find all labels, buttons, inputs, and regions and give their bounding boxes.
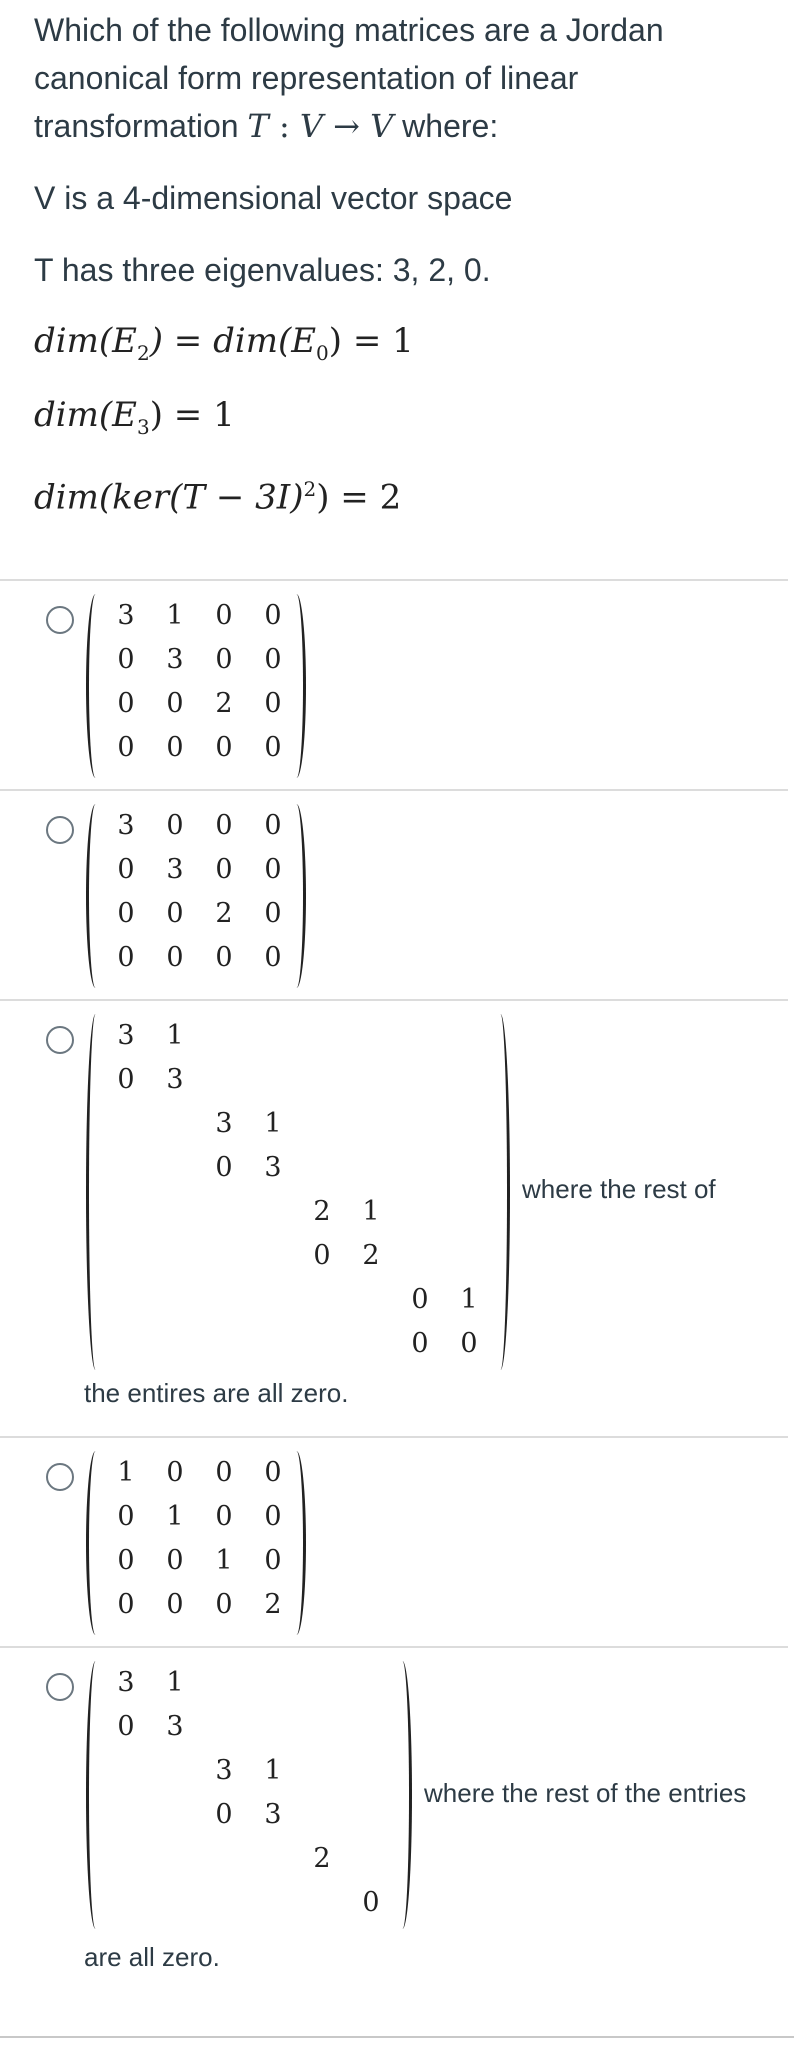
matrix-cell: 0 bbox=[166, 1457, 184, 1488]
matrix-cell: 1 bbox=[166, 1020, 184, 1051]
matrix-cell: 2 bbox=[313, 1196, 331, 1227]
condition-2-b: ) = 1 bbox=[149, 395, 235, 435]
matrix-cell: 0 bbox=[411, 1284, 429, 1315]
option-3-matrix bbox=[86, 1014, 510, 1370]
matrix-cell: 0 bbox=[215, 732, 233, 763]
matrix-cell: 1 bbox=[264, 1108, 282, 1139]
matrix-cell: 0 bbox=[117, 644, 135, 675]
matrix-cell: 0 bbox=[215, 644, 233, 675]
left-paren bbox=[86, 594, 105, 778]
condition-3-b: ) = 2 bbox=[316, 477, 402, 518]
matrix-cell: 0 bbox=[117, 1711, 135, 1742]
matrix-cell: 1 bbox=[264, 1755, 282, 1786]
option-5-radio[interactable] bbox=[46, 1673, 74, 1701]
matrix-cell: 0 bbox=[264, 810, 282, 841]
matrix-cell: 0 bbox=[117, 854, 135, 885]
option-separator bbox=[0, 579, 788, 581]
option-5-matrix bbox=[86, 1661, 412, 1929]
condition-1-b-sub: 0 bbox=[316, 340, 329, 365]
matrix-cell: 0 bbox=[117, 1545, 135, 1576]
eigenvalues-text: T has three eigenvalues: 3, 2, 0. bbox=[34, 252, 491, 288]
matrix-cell: 0 bbox=[264, 854, 282, 885]
matrix-cell: 0 bbox=[264, 732, 282, 763]
matrix-cell: 0 bbox=[117, 688, 135, 719]
matrix-cell: 2 bbox=[362, 1240, 380, 1271]
matrix-cell: 0 bbox=[264, 688, 282, 719]
matrix-cell: 0 bbox=[460, 1328, 478, 1359]
matrix-cell: 0 bbox=[264, 898, 282, 929]
matrix-cell: 2 bbox=[264, 1589, 282, 1620]
question-line-2: canonical form representation of linear bbox=[34, 60, 579, 96]
matrix-cell: 0 bbox=[166, 898, 184, 929]
v-symbol-2: V bbox=[370, 107, 394, 145]
option-4-radio[interactable] bbox=[46, 1463, 74, 1491]
option-separator bbox=[0, 1436, 788, 1438]
vector-space-text: V is a 4-dimensional vector space bbox=[34, 180, 513, 216]
matrix-cell: 1 bbox=[166, 1501, 184, 1532]
matrix-cell: 1 bbox=[362, 1196, 380, 1227]
matrix-cell: 0 bbox=[215, 810, 233, 841]
matrix-cell: 3 bbox=[166, 1064, 184, 1095]
option-3-note-right: where the rest of bbox=[522, 1174, 716, 1204]
matrix-cell: 0 bbox=[215, 1457, 233, 1488]
matrix-cell: 0 bbox=[264, 644, 282, 675]
matrix-cell: 1 bbox=[460, 1284, 478, 1315]
matrix-cell: 0 bbox=[166, 942, 184, 973]
left-paren bbox=[86, 1661, 105, 1929]
question bbox=[34, 0, 774, 516]
matrix-cell: 0 bbox=[313, 1240, 331, 1271]
matrix-cell: 1 bbox=[166, 1667, 184, 1698]
matrix-cell: 1 bbox=[166, 600, 184, 631]
condition-2-a-sub: 3 bbox=[136, 414, 150, 439]
matrix-cell: 0 bbox=[166, 810, 184, 841]
matrix-cell: 0 bbox=[117, 732, 135, 763]
matrix-cell: 0 bbox=[166, 1589, 184, 1620]
condition-1-a: dim(E bbox=[34, 321, 137, 361]
option-separator bbox=[0, 789, 788, 791]
matrix-cell: 1 bbox=[215, 1545, 233, 1576]
matrix-cell: 0 bbox=[117, 1589, 135, 1620]
option-2-matrix bbox=[86, 804, 306, 988]
matrix-cell: 0 bbox=[215, 600, 233, 631]
option-1-matrix bbox=[86, 594, 306, 778]
t-symbol: T bbox=[247, 107, 269, 145]
matrix-cell: 0 bbox=[117, 1501, 135, 1532]
right-paren bbox=[491, 1014, 510, 1370]
matrix-cell: 3 bbox=[215, 1755, 233, 1786]
bottom-divider bbox=[0, 2036, 794, 2038]
matrix-cell: 0 bbox=[264, 1501, 282, 1532]
condition-3-sup: 2 bbox=[303, 477, 317, 501]
question-line-1: Which of the following matrices are a Jordan bbox=[34, 12, 664, 48]
matrix-cell: 3 bbox=[166, 644, 184, 675]
condition-2-a: dim(E bbox=[34, 395, 137, 435]
option-5-note-below: are all zero. bbox=[84, 1942, 220, 1972]
matrix-cell: 0 bbox=[215, 854, 233, 885]
question-line-3-suffix: where: bbox=[393, 108, 499, 144]
option-2-radio[interactable] bbox=[46, 816, 74, 844]
condition-1-a-sub: 2 bbox=[136, 340, 150, 365]
option-3-radio[interactable] bbox=[46, 1026, 74, 1054]
matrix-cell: 3 bbox=[117, 1020, 135, 1051]
matrix-cell: 3 bbox=[264, 1152, 282, 1183]
matrix-cell: 0 bbox=[264, 1545, 282, 1576]
matrix-cell: 3 bbox=[215, 1108, 233, 1139]
condition-1-c: ) = 1 bbox=[328, 321, 414, 361]
question-line-3 bbox=[34, 102, 774, 150]
matrix-cell: 0 bbox=[166, 688, 184, 719]
option-5-note-right: where the rest of the entries bbox=[424, 1778, 747, 1808]
matrix-cell: 0 bbox=[215, 942, 233, 973]
matrix-cell: 0 bbox=[117, 1064, 135, 1095]
matrix-cell: 0 bbox=[117, 942, 135, 973]
matrix-cell: 0 bbox=[362, 1887, 380, 1918]
matrix-cell: 3 bbox=[264, 1799, 282, 1830]
condition-1 bbox=[34, 314, 774, 368]
matrix-cell: 0 bbox=[264, 600, 282, 631]
option-separator bbox=[0, 999, 788, 1001]
left-paren bbox=[86, 1014, 105, 1370]
matrix-cell: 0 bbox=[215, 1589, 233, 1620]
condition-3 bbox=[34, 462, 774, 516]
matrix-cell: 3 bbox=[166, 1711, 184, 1742]
colon: : bbox=[268, 107, 300, 145]
matrix-cell: 0 bbox=[166, 732, 184, 763]
option-3-note-below: the entires are all zero. bbox=[84, 1378, 349, 1408]
matrix-cell: 3 bbox=[166, 854, 184, 885]
matrix-cell: 2 bbox=[215, 898, 233, 929]
matrix-cell: 0 bbox=[117, 898, 135, 929]
matrix-cell: 0 bbox=[215, 1799, 233, 1830]
condition-2 bbox=[34, 388, 774, 442]
left-paren bbox=[86, 1451, 105, 1635]
matrix-cell: 0 bbox=[215, 1501, 233, 1532]
matrix-cell: 3 bbox=[117, 600, 135, 631]
matrix-cell: 3 bbox=[117, 1667, 135, 1698]
condition-1-b: ) = dim(E bbox=[149, 321, 317, 361]
question-text bbox=[34, 6, 774, 150]
option-1-radio[interactable] bbox=[46, 606, 74, 634]
matrix-cell: 0 bbox=[411, 1328, 429, 1359]
matrix-cell: 1 bbox=[117, 1457, 135, 1488]
matrix-cell: 2 bbox=[313, 1843, 331, 1874]
option-separator bbox=[0, 1646, 788, 1648]
right-paren bbox=[393, 1661, 412, 1929]
matrix-cell: 0 bbox=[264, 1457, 282, 1488]
condition-3-a: dim(ker(T − 3I) bbox=[34, 477, 304, 518]
matrix-cell: 2 bbox=[215, 688, 233, 719]
matrix-cell: 0 bbox=[215, 1152, 233, 1183]
left-paren bbox=[86, 804, 105, 988]
matrix-cell: 0 bbox=[166, 1545, 184, 1576]
matrix-cell: 0 bbox=[264, 942, 282, 973]
arrow: → bbox=[323, 107, 371, 145]
question-line-3-prefix: transformation bbox=[34, 108, 248, 144]
matrix-cell: 3 bbox=[117, 810, 135, 841]
v-symbol: V bbox=[299, 107, 323, 145]
option-4-matrix bbox=[86, 1451, 306, 1635]
